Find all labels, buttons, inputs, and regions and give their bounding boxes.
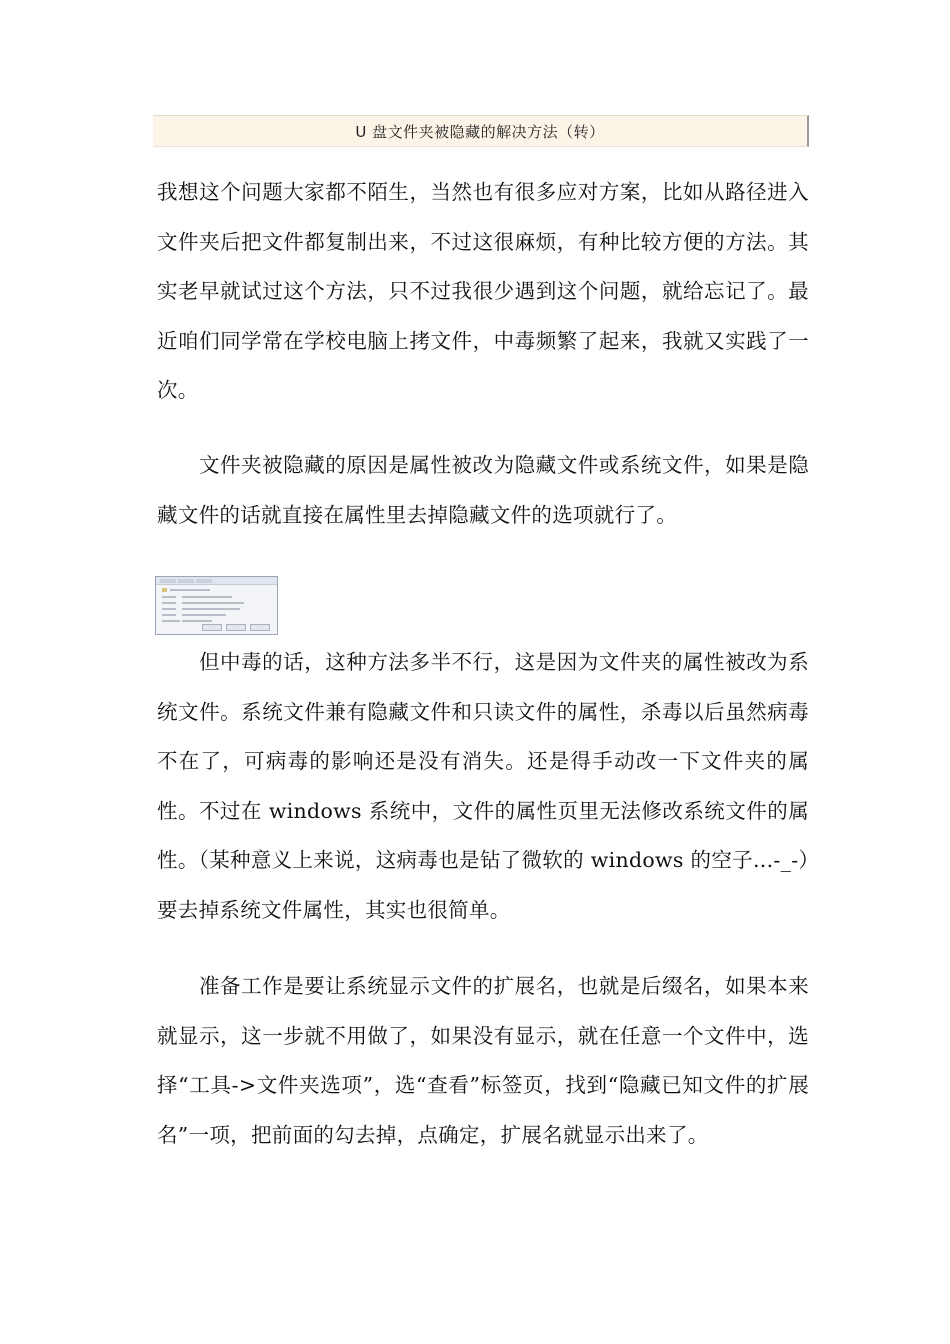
dialog-row xyxy=(182,620,212,622)
dialog-button xyxy=(250,624,270,631)
dialog-row xyxy=(162,614,176,616)
dialog-row xyxy=(162,620,180,622)
paragraph-virus: 但中毒的话，这种方法多半不行，这是因为文件夹的属性被改为系统文件。系统文件兼有隐藏文件和只读文件的属性，杀毒以后虽然病毒不在了，可病毒的影响还是没有消失。还是得手动改一下文件夹的属性。不过在 windows 系统中，文件的属性页里无法修改系统文件的属性。（某种意义上来说，这病毒也是钻了微软的 windows 的空子...-_-）要去掉系统文件属性，其实也很简单。 xyxy=(157,650,809,922)
dialog-row xyxy=(182,596,232,598)
dialog-button xyxy=(226,624,246,631)
dialog-row xyxy=(170,589,210,591)
paragraph-intro: 我想这个问题大家都不陌生，当然也有很多应对方案，比如从路径进入文件夹后把文件都复制出来，不过这很麻烦，有种比较方便的方法。其实老早就试过这个方法，只不过我很少遇到这个问题，就给忘记了。最近咱们同学常在学校电脑上拷文件，中毒频繁了起来，我就又实践了一次。 xyxy=(157,180,809,402)
file-properties-dialog-screenshot xyxy=(155,576,278,635)
title-bar xyxy=(153,115,809,147)
dialog-row xyxy=(162,608,176,610)
dialog-row xyxy=(182,602,244,604)
dialog-tab xyxy=(196,579,212,583)
dialog-tab xyxy=(178,579,194,583)
dialog-row xyxy=(182,614,226,616)
dialog-button xyxy=(202,624,222,631)
dialog-row xyxy=(162,596,176,598)
document-title: U 盘文件夹被隐藏的解决方法（转） xyxy=(355,122,605,141)
paragraph-cause: 文件夹被隐藏的原因是属性被改为隐藏文件或系统文件，如果是隐藏文件的话就直接在属性里去掉隐藏文件的选项就行了。 xyxy=(157,453,809,527)
folder-icon xyxy=(162,588,167,592)
dialog-row xyxy=(182,608,240,610)
dialog-tab xyxy=(160,579,176,583)
paragraph-preparation: 准备工作是要让系统显示文件的扩展名，也就是后缀名，如果本来就显示，这一步就不用做了，如果没有显示，就在任意一个文件中，选择“工具->文件夹选项”，选“查看”标签页，找到“隐藏已知文件的扩展名”一项，把前面的勾去掉，点确定，扩展名就显示出来了。 xyxy=(157,974,809,1147)
dialog-row xyxy=(162,602,176,604)
